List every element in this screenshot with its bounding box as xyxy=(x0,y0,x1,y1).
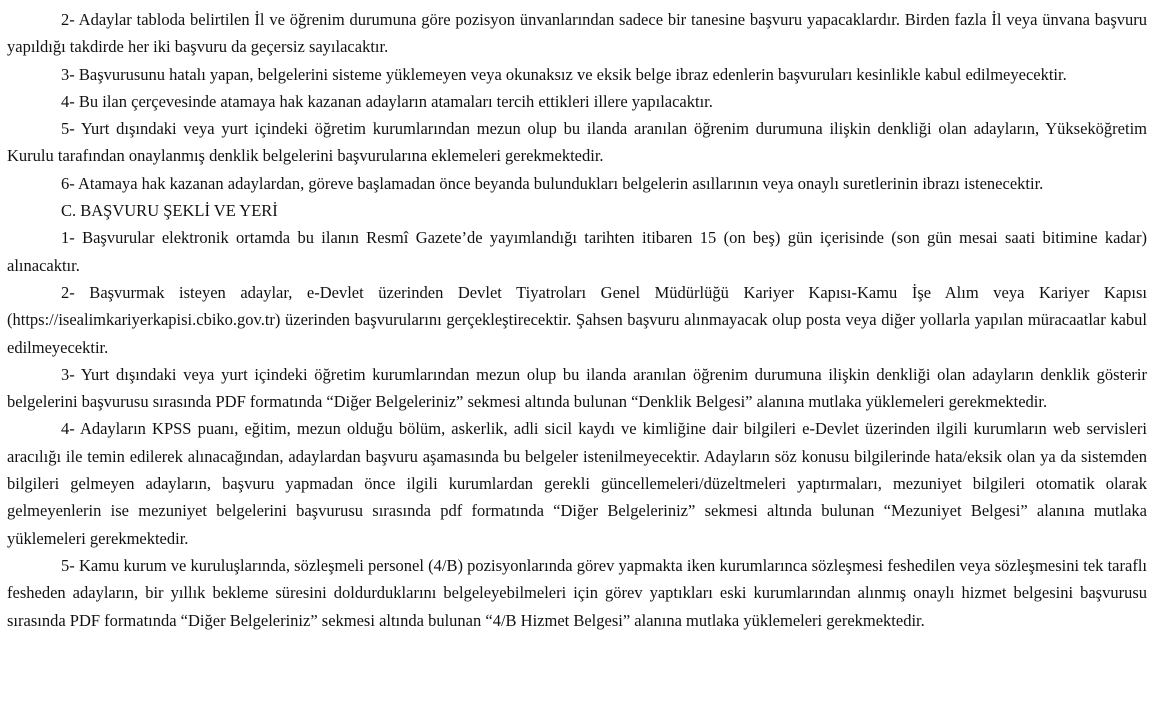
paragraph-rule-2: 2- Adaylar tabloda belirtilen İl ve öğrenim durumuna göre pozisyon ünvanlarından sadece bir tanesine başvuru yapacaklardır. Birden fazla İl veya ünvana başvuru yapıldığı takdirde her iki başvuru da geçersiz sayılacaktır. xyxy=(7,10,1147,57)
paragraph-rule-6: 6- Atamaya hak kazanan adaylardan, göreve başlamadan önce beyanda bulundukları belgelerin asıllarının veya onaylı suretlerinin ibrazı istenecektir. xyxy=(61,173,1044,193)
paragraph-application-4: 4- Adayların KPSS puanı, eğitim, mezun olduğu bölüm, askerlik, adli sicil kaydı ve kimliğine dair bilgileri e-Devlet üzerinden ilgili kurumların web servisleri aracılığı ile temin edilerek alınacağından, adaylardan başvuru aşamasında bu belgeler istenilmeyecektir. Adayların söz konusu bilgilerinde hata/eksik olan ya da sistemden bilgileri gelmeyen adayların, başvuru yapmadan önce ilgili kurumlardan gerekli güncellemeleri/düzeltmeleri yaptırmaları, mezuniyet bilgileri otomatik olarak gelmeyenlerin ise mezuniyet belgelerini başvurusu sırasında pdf formatında “Diğer Belgeleriniz” sekmesi altında bulunan “Mezuniyet Belgesi” alanına mutlaka yüklemeleri gerekmektedir. xyxy=(7,419,1147,548)
paragraph-rule-5: 5- Yurt dışındaki veya yurt içindeki öğretim kurumlarından mezun olup bu ilanda aranılan öğrenim durumuna ilişkin denkliği olan adayların, Yükseköğretim Kurulu tarafından onaylanmış denklik belgelerini başvurularına eklemeleri gerekmektedir. xyxy=(7,119,1147,166)
paragraph-rule-4: 4- Bu ilan çerçevesinde atamaya hak kazanan adayların atamaları tercih ettikleri illere yapılacaktır. xyxy=(61,91,713,111)
paragraph-application-3: 3- Yurt dışındaki veya yurt içindeki öğretim kurumlarından mezun olup bu ilanda aranılan öğrenim durumuna ilişkin denkliği olan adayların denklik gösterir belgelerini başvurusu sırasında PDF formatında “Diğer Belgeleriniz” sekmesi altında bulunan “Denklik Belgesi” alanına mutlaka yüklemeleri gerekmektedir. xyxy=(7,364,1147,412)
section-heading: C. BAŞVURU ŞEKLİ VE YERİ xyxy=(61,201,278,221)
paragraph-application-1: 1- Başvurular elektronik ortamda bu ilanın Resmî Gazete’de yayımlandığı tarihten itibaren 15 (on beş) gün içerisinde (son gün mesai saati bitimine kadar) alınacaktır. xyxy=(7,228,1147,275)
paragraph-rule-3: 3- Başvurusunu hatalı yapan, belgelerini sisteme yüklemeyen veya okunaksız ve eksik belge ibraz edenlerin başvuruları kesinlikle kabul edilmeyecektir. xyxy=(61,64,1067,84)
paragraph-application-5: 5- Kamu kurum ve kuruluşlarında, sözleşmeli personel (4/B) pozisyonlarında görev yapmakta iken kurumlarınca sözleşmesi feshedilen veya sözleşmesini tek taraflı fesheden adayların, bir yıllık bekleme süresini doldurduklarını belgeleyebilmeleri için görev yaptıkları eski kurumlarından alınmış onaylı hizmet belgesini başvurusu sırasında PDF formatında “Diğer Belgeleriniz” sekmesi altında bulunan “4/B Hizmet Belgesi” alanına mutlaka yüklemeleri gerekmektedir. xyxy=(7,555,1147,630)
paragraph-application-2: 2- Başvurmak isteyen adaylar, e-Devlet üzerinden Devlet Tiyatroları Genel Müdürlüğü Kariyer Kapısı-Kamu İşe Alım veya Kariyer Kapısı (https://isealimkariyerkapisi.cbiko.gov.tr) üzerinden başvurularını gerçekleştirecektir. Şahsen başvuru alınmayacak olup posta veya diğer yollarla yapılan müracaatlar kabul edilmeyecektir. xyxy=(7,282,1147,357)
